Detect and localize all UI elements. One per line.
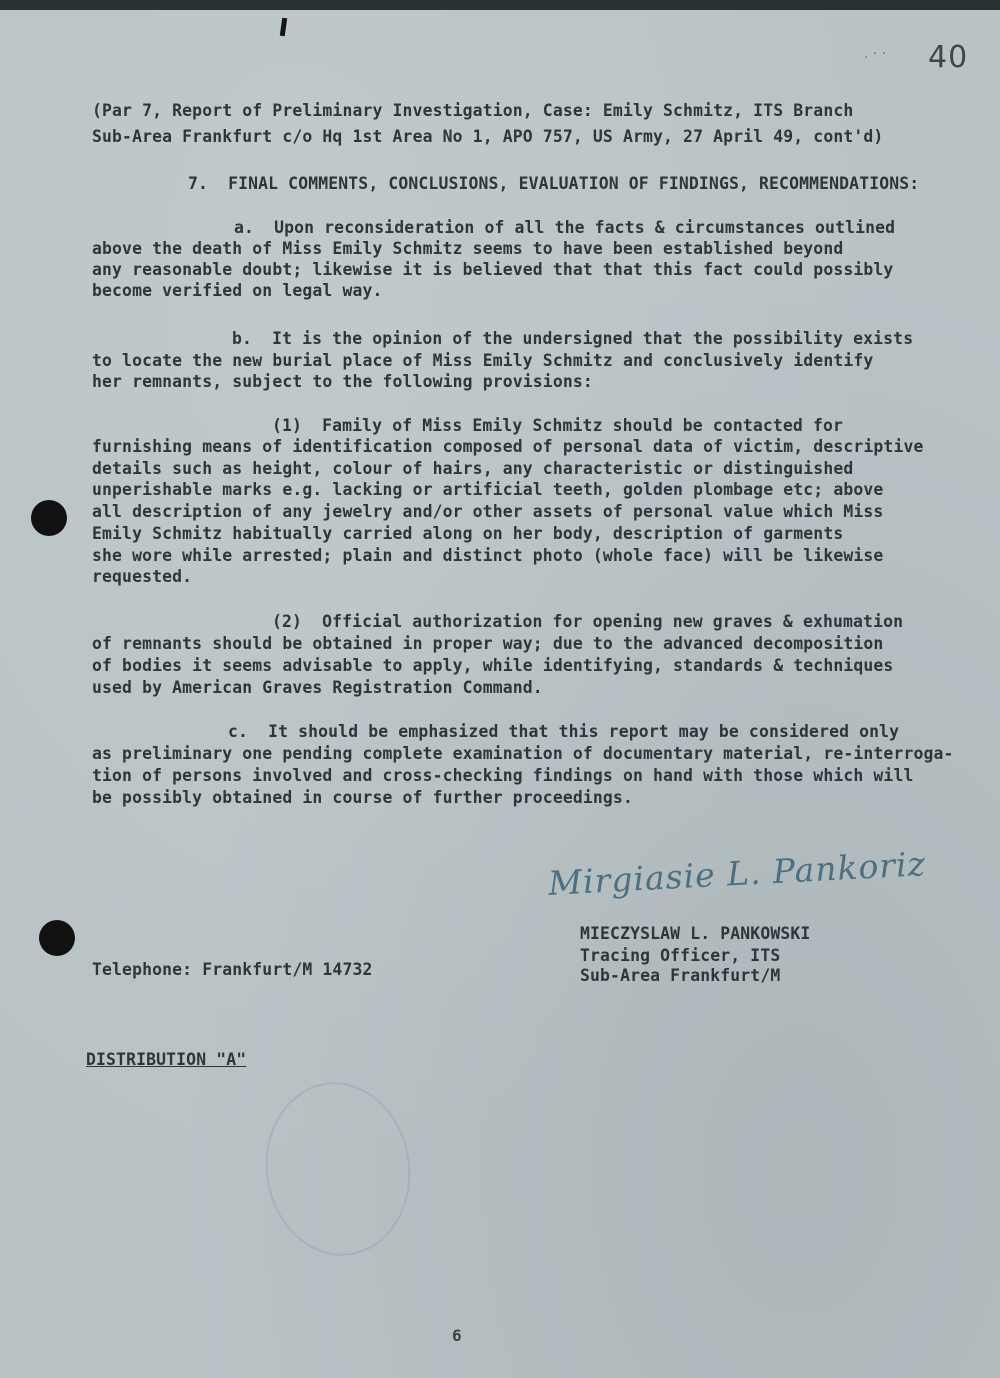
para-b-line: to locate the new burial place of Miss Emily Schmitz and conclusively identify	[92, 351, 874, 370]
ink-tick-mark	[280, 18, 287, 37]
provision-1-line: requested.	[92, 567, 193, 586]
para-c-line: tion of persons involved and cross-checking findings on hand with those which will	[92, 766, 914, 785]
telephone-line: Telephone: Frankfurt/M 14732	[92, 960, 373, 979]
provision-1-line: details such as height, colour of hairs, any characteristic or distinguished	[92, 459, 854, 478]
para-c-line: be possibly obtained in course of further proceedings.	[92, 788, 633, 807]
faint-marks: . · ·	[864, 46, 887, 62]
provision-1-line: all description of any jewelry and/or other assets of personal value which Miss	[92, 502, 884, 521]
para-c-line: as preliminary one pending complete examination of documentary material, re-interroga-	[92, 744, 954, 763]
faded-stamp	[255, 1073, 422, 1265]
para-a-line: above the death of Miss Emily Schmitz seems to have been established beyond	[92, 239, 844, 258]
footer-mark: 6	[452, 1326, 462, 1345]
distribution-label: DISTRIBUTION "A"	[86, 1050, 247, 1069]
section-heading: 7. FINAL COMMENTS, CONCLUSIONS, EVALUATION OF FINDINGS, RECOMMENDATIONS:	[188, 174, 920, 193]
handwritten-signature: Mirgiasie L. Pankoriz	[547, 844, 927, 903]
punch-hole-top	[31, 500, 67, 536]
para-c-line: c. It should be emphasized that this report may be considered only	[228, 722, 900, 741]
para-a-line: any reasonable doubt; likewise it is believed that that this fact could possibly	[92, 260, 894, 279]
scan-top-edge	[0, 0, 1000, 10]
header-line-1: (Par 7, Report of Preliminary Investigation, Case: Emily Schmitz, ITS Branch	[92, 101, 854, 120]
para-b-line: b. It is the opinion of the undersigned that the possibility exists	[232, 329, 914, 348]
provision-2-line: (2) Official authorization for opening new graves & exhumation	[272, 612, 904, 631]
provision-1-line: unperishable marks e.g. lacking or artificial teeth, golden plombage etc; above	[92, 480, 884, 499]
signer-title: Tracing Officer, ITS	[580, 946, 781, 965]
provision-1-line: she wore while arrested; plain and distinct photo (whole face) will be likewise	[92, 546, 884, 565]
para-a-line: become verified on legal way.	[92, 281, 383, 300]
provision-2-line: used by American Graves Registration Command.	[92, 678, 543, 697]
provision-1-line: Emily Schmitz habitually carried along on her body, description of garments	[92, 524, 844, 543]
signer-office: Sub-Area Frankfurt/M	[580, 966, 781, 985]
page-number: 40	[928, 40, 969, 75]
signer-name: MIECZYSLAW L. PANKOWSKI	[580, 924, 811, 943]
header-line-2: Sub-Area Frankfurt c/o Hq 1st Area No 1, APO 757, US Army, 27 April 49, cont'd)	[92, 127, 884, 146]
provision-2-line: of bodies it seems advisable to apply, while identifying, standards & techniques	[92, 656, 894, 675]
punch-hole-bottom	[39, 920, 75, 956]
provision-1-line: furnishing means of identification composed of personal data of victim, descriptive	[92, 437, 924, 456]
provision-2-line: of remnants should be obtained in proper way; due to the advanced decomposition	[92, 634, 884, 653]
para-b-line: her remnants, subject to the following provisions:	[92, 372, 593, 391]
provision-1-line: (1) Family of Miss Emily Schmitz should be contacted for	[272, 416, 844, 435]
para-a-line: a. Upon reconsideration of all the facts & circumstances outlined	[234, 218, 896, 237]
